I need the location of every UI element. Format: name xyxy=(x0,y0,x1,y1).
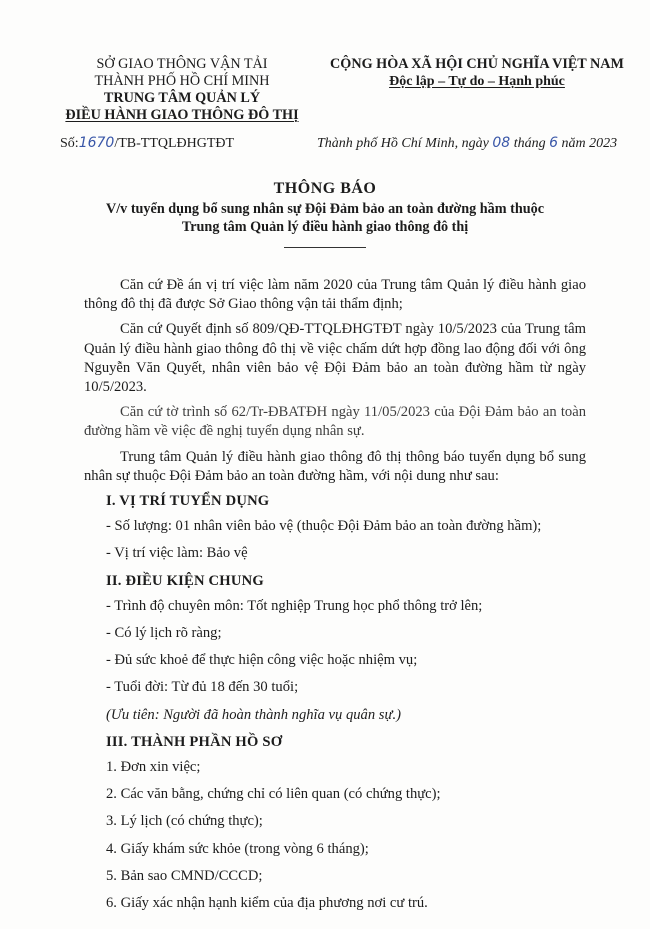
section-heading-conditions: II. ĐIỀU KIỆN CHUNG xyxy=(106,572,264,589)
section-heading-dossier: III. THÀNH PHẦN HỒ SƠ xyxy=(106,733,283,750)
agency-line-2: THÀNH PHỐ HỒ CHÍ MINH xyxy=(94,73,270,89)
issuing-agency-block xyxy=(52,56,312,124)
document-body xyxy=(84,276,586,921)
section-heading-position: I. VỊ TRÍ TUYỂN DỤNG xyxy=(106,493,270,510)
list-item: 2. Các văn bằng, chứng chỉ có liên quan (có chứng thực); xyxy=(106,786,441,803)
list-item: 3. Lý lịch (có chứng thực); xyxy=(106,813,263,830)
document-title-block xyxy=(40,180,610,248)
list-item: 5. Bản sao CMND/CCCD; xyxy=(106,867,263,884)
handwritten-day: 08 xyxy=(492,135,511,151)
list-item: 1. Đơn xin việc; xyxy=(106,759,201,776)
docno-handwritten-number: 1670 xyxy=(78,135,115,151)
list-item: - Có lý lịch rõ ràng; xyxy=(106,625,222,642)
national-header-block xyxy=(312,56,642,90)
paragraph-basis-2: Căn cứ Quyết định số 809/QĐ-TTQLĐHGTĐT ngày 10/5/2023 của Trung tâm Quản lý điều hành giao thông đô thị về việc chấm dứt hợp đồng lao động đối với ông Nguyễn Văn Quyết, nhân viên bảo vệ Đội Đảm bảo an toàn đường hầm từ ngày 10/5/2023. xyxy=(84,321,586,396)
list-item: 4. Giấy khám sức khỏe (trong vòng 6 tháng); xyxy=(106,840,369,857)
paragraph-announcement: Trung tâm Quản lý điều hành giao thông đô thị thông báo tuyển dụng bổ sung nhân sự thuộc Đội Đảm bảo an toàn đường hầm, với nội dung như sau: xyxy=(84,448,586,484)
docno-suffix: /TB-TTQLĐHGTĐT xyxy=(114,136,235,151)
agency-line-1: SỞ GIAO THÔNG VẬN TẢI xyxy=(96,56,268,72)
list-item: - Trình độ chuyên môn: Tốt nghiệp Trung học phổ thông trở lên; xyxy=(106,597,483,614)
list-item: - Vị trí việc làm: Bảo vệ xyxy=(106,545,248,562)
priority-note: (Ưu tiên: Người đã hoàn thành nghĩa vụ quân sự.) xyxy=(106,706,401,723)
list-item: - Tuổi đời: Từ đủ 18 đến 30 tuổi; xyxy=(106,679,299,696)
place-date-part2: tháng xyxy=(510,136,550,151)
national-name: CỘNG HÒA XÃ HỘI CHỦ NGHĨA VIỆT NAM xyxy=(330,56,624,72)
title-divider xyxy=(284,247,366,248)
document-number xyxy=(60,135,234,152)
place-date-part3: năm 2023 xyxy=(558,136,618,151)
list-item: - Đủ sức khoẻ để thực hiện công việc hoặc nhiệm vụ; xyxy=(106,652,418,669)
list-item: - Số lượng: 01 nhân viên bảo vệ (thuộc Đội Đảm bảo an toàn đường hầm); xyxy=(106,518,542,535)
place-date-part1: Thành phố Hồ Chí Minh, ngày xyxy=(317,136,493,151)
paragraph-basis-3: Căn cứ tờ trình số 62/Tr-ĐBATĐH ngày 11/05/2023 của Đội Đảm bảo an toàn đường hầm về việc đề nghị tuyển dụng nhân sự. xyxy=(84,404,586,440)
paragraph-basis-1: Căn cứ Đề án vị trí việc làm năm 2020 của Trung tâm Quản lý điều hành giao thông đô thị đã được Sở Giao thông vận tải thẩm định; xyxy=(84,277,586,313)
agency-line-4: ĐIỀU HÀNH GIAO THÔNG ĐÔ THỊ xyxy=(65,107,299,123)
list-item: 6. Giấy xác nhận hạnh kiểm của địa phương nơi cư trú. xyxy=(106,895,428,912)
handwritten-month: 6 xyxy=(549,135,559,151)
document-subtitle-line-1: V/v tuyển dụng bổ sung nhân sự Đội Đảm bảo an toàn đường hầm thuộc xyxy=(105,201,545,217)
docno-prefix: Số: xyxy=(60,136,79,151)
document-title: THÔNG BÁO xyxy=(273,180,377,197)
document-subtitle-line-2: Trung tâm Quản lý điều hành giao thông đô thị xyxy=(181,219,469,235)
agency-line-3: TRUNG TÂM QUẢN LÝ xyxy=(103,90,261,106)
place-and-date xyxy=(317,135,617,152)
national-motto: Độc lập – Tự do – Hạnh phúc xyxy=(389,74,565,89)
